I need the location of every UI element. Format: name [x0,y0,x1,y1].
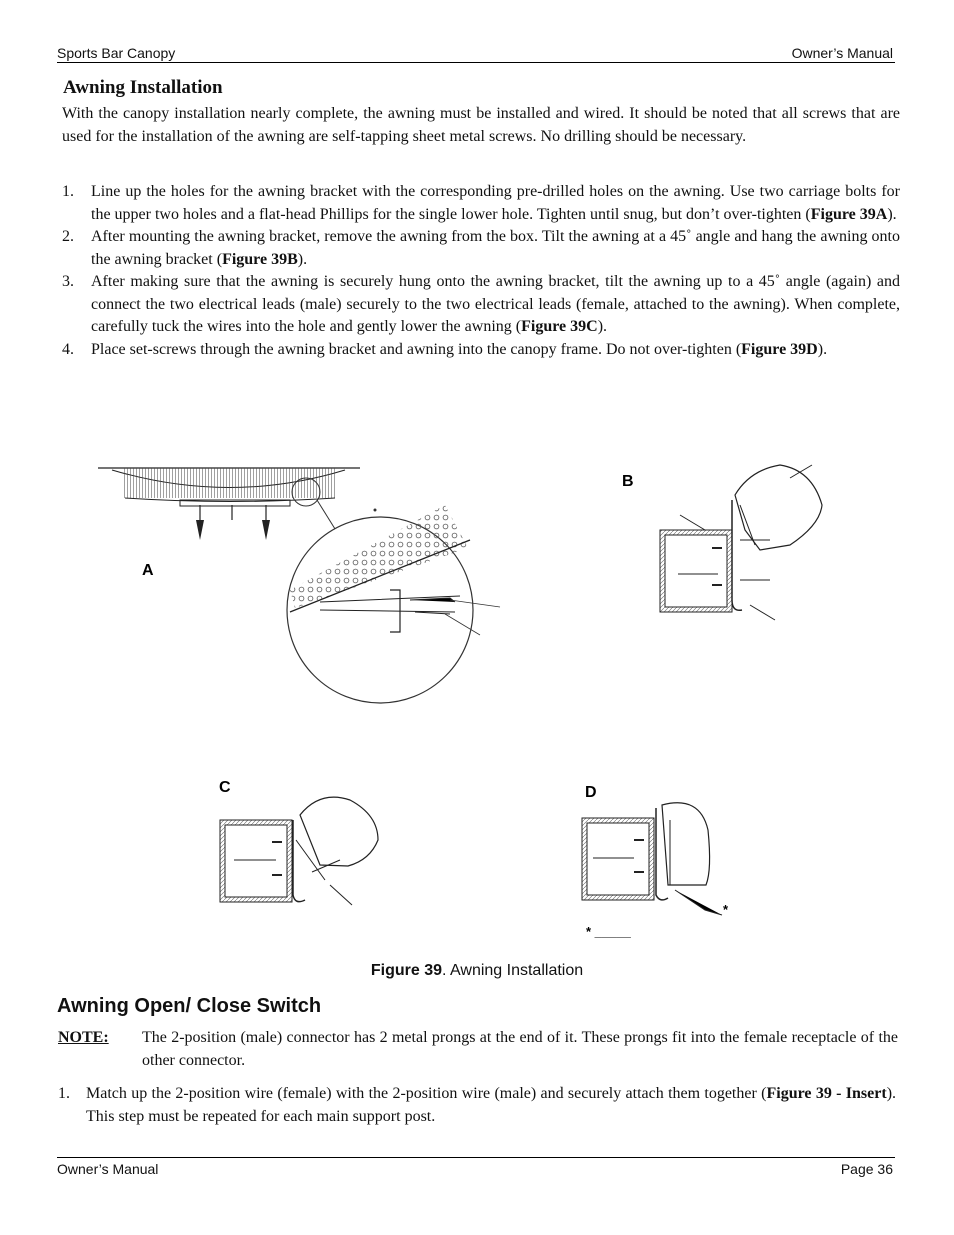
step-3 [62,271,900,339]
step-number: 2. [62,228,74,245]
label-b: B [622,473,634,490]
switch-step-1 [58,1083,896,1128]
figure-ref: Figure 39B [222,250,298,268]
label-c: C [219,779,231,796]
panel-b-hang-awning [660,465,822,620]
figure-ref: Figure 39 - Insert [766,1085,887,1102]
step-number: 4. [62,340,74,358]
step-text-end: ). This step must be repeated for each main support post. [86,1085,897,1125]
step-text-end: ). [297,250,308,268]
caption-figure-number: Figure 39 [370,962,442,979]
star-marker: * [723,902,729,917]
intro-paragraph: With the canopy installation nearly complete, the awning must be installed and wired. It should be noted that all screws that are used for the installation of the awning are self-tapping sheet metal screws. No drilling should be necessary. [62,105,900,145]
step-text: After making sure that the awning is securely hung onto the awning bracket, tilt the awning up to a 45˚ angle (again) and connect the two electrical leads (male) securely to the two electrical leads (female, attached to the awning). When complete, carefully tuck the wires into the hole and gently lower the awning ( [91,273,900,335]
footer-manual: Owner’s Manual [57,1161,159,1177]
page-number: Page 36 [840,1161,893,1177]
step-number: 1. [58,1085,70,1102]
step-text: Place set-screws through the awning bracket and awning into the canopy frame. Do not over-tighten ( [91,340,742,358]
panel-c-connect-leads [220,797,378,905]
step-text: Match up the 2-position wire (female) with the 2-position wire (male) and securely attach them together ( [86,1085,767,1102]
step-text: After mounting the awning bracket, remove the awning from the box. Tilt the awning at a 45˚ angle and hang the awning onto the awning bracket ( [91,228,900,268]
panel-a-awning-bracket [98,468,500,703]
label-d: D [585,784,597,801]
header-title: Sports Bar Canopy [57,45,176,61]
installation-steps [62,181,900,361]
step-text: Line up the holes for the awning bracket with the corresponding pre-drilled holes on the awning. Use two carriage bolts for the upper two holes and a flat-head Phillips for the single lower hole. Tighten until snug, but don’t over-tighten ( [91,183,900,223]
section-title-switch: Awning Open/ Close Switch [57,995,322,1017]
step-4 [62,339,900,362]
figure-ref: Figure 39D [741,340,818,358]
figure-caption [0,962,954,980]
step-number: 1. [62,183,74,200]
step-1 [62,181,900,226]
note-block [58,1027,898,1072]
page-footer [57,1157,895,1179]
step-text-end: ). [887,205,897,223]
page-header [57,45,895,63]
header-manual: Owner’s Manual [791,45,893,61]
step-number: 3. [62,273,74,290]
step-text-end: ). [817,340,828,358]
step-2 [62,226,900,271]
figure-ref: Figure 39A [810,205,888,223]
label-a: A [142,562,154,579]
figure-ref: Figure 39C [521,318,598,335]
note-text: The 2-position (male) connector has 2 metal prongs at the end of it. These prongs fit into the female receptacle of the other connector. [142,1029,898,1069]
panel-d-set-screws [582,803,722,915]
star-legend: * _____ [586,924,631,939]
section-title-awning-installation: Awning Installation [63,77,223,98]
note-label: NOTE: [58,1029,109,1046]
caption-text: . Awning Installation [442,962,584,979]
step-text-end: ). [597,318,608,335]
